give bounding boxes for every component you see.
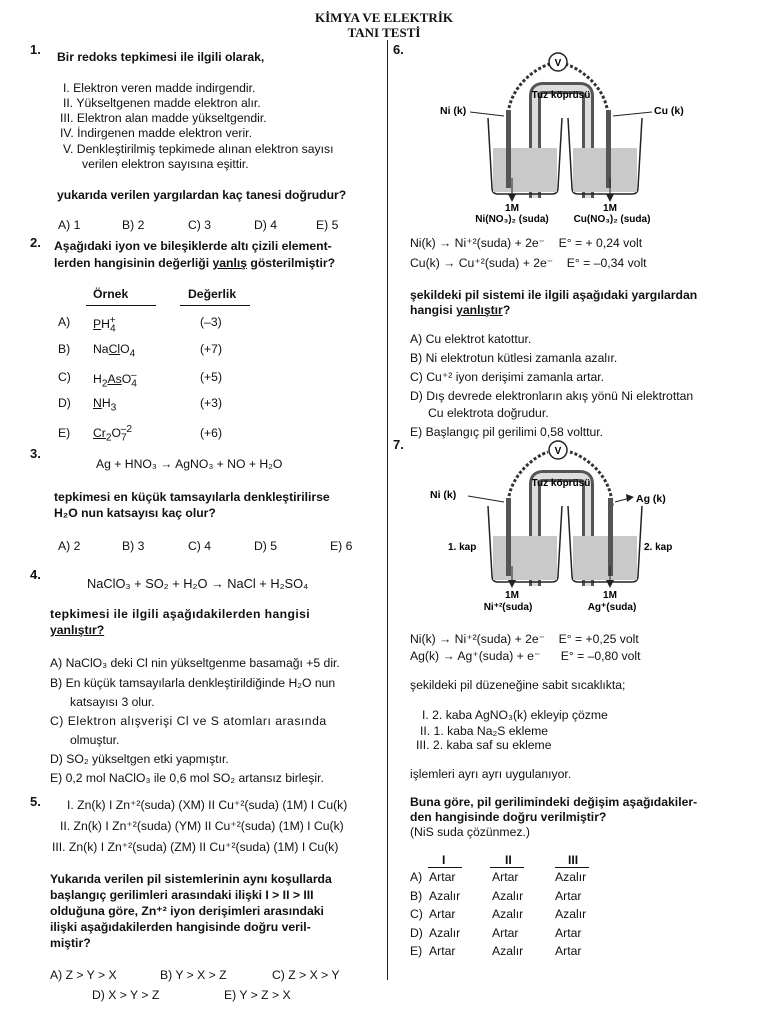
answer-option[interactable]: A) [58, 315, 71, 329]
question-3-number: 3. [30, 446, 41, 461]
answer-option-continued: katsayısı 3 olur. [70, 695, 155, 709]
formula: NaClO$_4$ [93, 342, 136, 360]
galvanic-cell-diagram-ni-cu [440, 48, 700, 228]
question-1-stem: Bir redoks tepkimesi ile ilgili olarak, [57, 50, 265, 64]
electrode-label-right: Cu (k) [654, 105, 684, 117]
question-6-number: 6. [393, 42, 404, 57]
answer-option[interactable]: E) 6 [330, 539, 353, 553]
conc-label-right: 1M [603, 590, 617, 601]
table-cell: Artar [492, 926, 519, 940]
process-step: I. 2. kaba AgNO₃(k) ekleyip çözme [422, 708, 608, 722]
question-3-prompt: H₂O nun katsayısı kaç olur? [54, 506, 216, 520]
answer-option-continued: olmuştur. [70, 733, 120, 747]
answer-option[interactable]: C) Z > X > Y [272, 968, 340, 982]
answer-option[interactable]: E) [410, 944, 423, 958]
answer-option[interactable]: E) [58, 426, 71, 440]
galvanic-cell-diagram-ni-ag [430, 440, 700, 620]
answer-option[interactable]: C) Cu⁺² iyon derişimi zamanla artar. [410, 370, 605, 384]
question-7-prompt: Buna göre, pil gerilimindeki değişim aşağıdakiler- [410, 795, 698, 809]
cell-notation: I. Zn(k) I Zn⁺²(suda) (XM) II Cu⁺²(suda) (1M) I Cu(k) [67, 798, 348, 812]
solution-right [573, 536, 637, 580]
question-1-statement: II. Yükseltgenen madde elektron alır. [63, 96, 261, 110]
table-header-underline [428, 867, 462, 868]
electrode-label-left: Ni (k) [440, 105, 467, 117]
question-4-number: 4. [30, 567, 41, 582]
solution-label-right: Cu(NO₃)₂ (suda) [573, 214, 651, 225]
question-1-statement: V. Denkleştirilmiş tepkimede alınan elektron sayısı [63, 142, 334, 156]
electrode-right [608, 498, 613, 576]
question-2-stem: Aşağıdaki iyon ve bileşiklerde altı çizili element- [54, 239, 332, 253]
conc-label-right: 1M [603, 203, 617, 214]
table-cell: Azalır [492, 889, 524, 903]
column-header-example: Örnek [93, 287, 129, 301]
column-divider [387, 40, 388, 980]
header-underline [180, 305, 250, 306]
formula: $Cr_2O_7^{-2}$ [93, 424, 132, 444]
solution-right [573, 148, 637, 192]
valence-value: (+6) [200, 426, 223, 440]
formula: $PH_4^+$ [93, 315, 116, 335]
valence-value: (+3) [200, 396, 223, 410]
answer-option[interactable]: D) 4 [254, 218, 278, 232]
question-4-equation: NaClO₃ + SO₂ + H₂O → NaCl + H₂SO₄ [87, 576, 309, 591]
electrode-right [606, 110, 611, 188]
answer-option[interactable]: E) 0,2 mol NaClO₃ ile 0,6 mol SO₂ artansız birleşir. [50, 771, 324, 785]
cup-label-left: 1. kap [448, 542, 477, 553]
answer-option[interactable]: C) 3 [188, 218, 212, 232]
header-underline [86, 305, 156, 306]
question-3-prompt: tepkimesi en küçük tamsayılarla denkleştirilirse [54, 490, 330, 504]
table-cell: Azalır [492, 944, 524, 958]
answer-option[interactable]: B) Y > X > Z [160, 968, 227, 982]
answer-option[interactable]: A) [410, 870, 423, 884]
half-reaction: Cu(k) → Cu⁺²(suda) + 2e⁻ E° = –0,34 volt [410, 256, 647, 270]
salt-bridge-label: Tuz köprüsü [531, 90, 591, 101]
table-cell: Azalır [429, 889, 461, 903]
question-5-prompt: miştir? [50, 936, 91, 950]
answer-option[interactable]: B) 3 [122, 539, 145, 553]
answer-option[interactable]: C) 4 [188, 539, 212, 553]
answer-option[interactable]: D) [410, 926, 423, 940]
answer-option-continued: Cu elektrota doğrudur. [428, 406, 549, 420]
table-header: II [505, 853, 512, 867]
answer-option[interactable]: C) [58, 370, 71, 384]
table-header-underline [490, 867, 524, 868]
answer-option[interactable]: B) Ni elektrotun kütlesi zamanla azalır. [410, 351, 618, 365]
answer-option[interactable]: D) 5 [254, 539, 278, 553]
answer-option[interactable]: A) Cu elektrot katottur. [410, 332, 532, 346]
answer-option[interactable]: A) 1 [58, 218, 81, 232]
answer-option[interactable]: A) NaClO₃ deki Cl nin yükseltgenme basamağı +5 dir. [50, 656, 340, 670]
answer-option[interactable]: B) [58, 342, 71, 356]
question-1-statement: IV. İndirgenen madde elektron verir. [60, 126, 252, 140]
table-cell: Artar [555, 926, 582, 940]
answer-option[interactable]: A) Z > Y > X [50, 968, 117, 982]
solution-left [493, 148, 557, 192]
half-reaction: Ni(k) → Ni⁺²(suda) + 2e⁻ E° = +0,25 volt [410, 632, 639, 646]
answer-option[interactable]: C) [410, 907, 423, 921]
voltmeter-label: V [554, 446, 562, 457]
page-subtitle: TANI TESTİ [347, 25, 421, 40]
table-cell: Artar [492, 870, 519, 884]
question-7-number: 7. [393, 437, 404, 452]
question-4-prompt: tepkimesi ile ilgili aşağıdakilerden hangisi [50, 607, 311, 621]
formula: $NH_3$ [93, 396, 117, 414]
question-7-note: (NiS suda çözünmez.) [410, 825, 530, 839]
answer-option[interactable]: B) En küçük tamsayılarla denkleştirildiğinde H₂O nun [50, 676, 336, 690]
answer-option[interactable]: B) 2 [122, 218, 145, 232]
voltmeter-label: V [554, 58, 562, 69]
question-1-statement: verilen elektron sayısına eşittir. [82, 157, 249, 171]
half-reaction: Ag(k) → Ag⁺(suda) + e⁻ E° = –0,80 volt [410, 649, 641, 663]
conc-label-left: 1M [505, 590, 519, 601]
question-2-stem: lerden hangisinin değerliği yanlış gösterilmiştir? [54, 256, 336, 270]
electrode-label-left: Ni (k) [430, 489, 457, 501]
question-7-prompt: den hangisinde doğru verilmiştir? [410, 810, 607, 824]
electrode-left [506, 498, 511, 576]
question-5-prompt: olduğuna göre, Zn⁺² iyon derişimleri arasındaki [50, 904, 324, 918]
table-header: I [442, 853, 446, 867]
solution-label-left: Ni(NO₃)₂ (suda) [475, 214, 549, 225]
answer-option[interactable]: E) Başlangıç pil gerilimi 0,58 volttur. [410, 425, 604, 439]
process-step: II. 1. kaba Na₂S ekleme [420, 724, 549, 738]
table-cell: Artar [555, 889, 582, 903]
table-cell: Azalır [555, 907, 587, 921]
question-3-equation: Ag + HNO₃ → AgNO₃ + NO + H₂O [96, 457, 283, 471]
formula: $H_2AsO_4^-$ [93, 370, 137, 390]
solution-left [493, 536, 557, 580]
question-6-prompt: şekildeki pil sistemi ile ilgili aşağıdaki yargılardan [410, 288, 698, 302]
salt-bridge-label: Tuz köprüsü [531, 478, 591, 489]
electrode-left [506, 110, 511, 188]
answer-option[interactable]: D) [58, 396, 71, 410]
question-1-prompt: yukarıda verilen yargılardan kaç tanesi doğrudur? [57, 188, 347, 202]
valence-value: (+5) [200, 370, 223, 384]
question-4-prompt: yanlıştır? [50, 623, 105, 637]
question-7-intro: şekildeki pil düzeneğine sabit sıcaklıkta; [410, 678, 626, 692]
table-header-underline [555, 867, 589, 868]
table-cell: Azalır [555, 870, 587, 884]
cell-notation: III. Zn(k) I Zn⁺²(suda) (ZM) II Cu⁺²(suda) (1M) I Cu(k) [52, 840, 339, 854]
solution-label-left: Ni⁺²(suda) [483, 602, 533, 613]
conc-label-left: 1M [505, 203, 519, 214]
cell-notation: II. Zn(k) I Zn⁺²(suda) (YM) II Cu⁺²(suda) (1M) I Cu(k) [60, 819, 344, 833]
answer-option[interactable]: D) SO₂ yükseltgen etki yapmıştır. [50, 752, 229, 766]
question-5-prompt: Yukarıda verilen pil sistemlerinin aynı koşullarda [50, 872, 332, 886]
answer-option[interactable]: D) Dış devrede elektronların akış yönü Ni elektrottan [410, 389, 694, 403]
question-5-prompt: başlangıç gerilimleri arasındaki ilişki I > II > III [50, 888, 314, 902]
table-cell: Artar [429, 944, 456, 958]
valence-value: (+7) [200, 342, 223, 356]
page-title: KİMYA VE ELEKTRİK [315, 10, 453, 25]
answer-option[interactable]: D) X > Y > Z [92, 988, 160, 1002]
table-cell: Artar [429, 907, 456, 921]
question-1-number: 1. [30, 42, 41, 57]
table-cell: Azalır [492, 907, 524, 921]
table-header: III [568, 853, 579, 867]
cup-label-right: 2. kap [644, 542, 673, 553]
table-cell: Azalır [429, 926, 461, 940]
half-reaction: Ni(k) → Ni⁺²(suda) + 2e⁻ E° = + 0,24 volt [410, 236, 643, 250]
answer-option[interactable]: A) 2 [58, 539, 81, 553]
process-step: III. 2. kaba saf su ekleme [416, 738, 552, 752]
electrode-label-right: Ag (k) [636, 493, 666, 505]
question-6-prompt: hangisi yanlıştır? [410, 303, 511, 317]
question-2-number: 2. [30, 235, 41, 250]
table-cell: Artar [555, 944, 582, 958]
valence-value: (–3) [200, 315, 222, 329]
answer-option[interactable]: B) [410, 889, 423, 903]
question-1-statement: III. Elektron alan madde yükseltgendir. [60, 111, 267, 125]
answer-option[interactable]: E) Y > Z > X [224, 988, 291, 1002]
answer-option[interactable]: E) 5 [316, 218, 339, 232]
table-cell: Artar [429, 870, 456, 884]
column-header-valence: Değerlik [188, 287, 237, 301]
question-5-number: 5. [30, 794, 41, 809]
question-7-applied: işlemleri ayrı ayrı uygulanıyor. [410, 767, 572, 781]
answer-option[interactable]: C) Elektron alışverişi Cl ve S atomları arasında [50, 714, 327, 728]
solution-label-right: Ag⁺(suda) [587, 602, 637, 613]
question-1-statement: I. Elektron veren madde indirgendir. [63, 81, 256, 95]
question-5-prompt: ilişki aşağıdakilerden hangisinde doğru veril- [50, 920, 311, 934]
